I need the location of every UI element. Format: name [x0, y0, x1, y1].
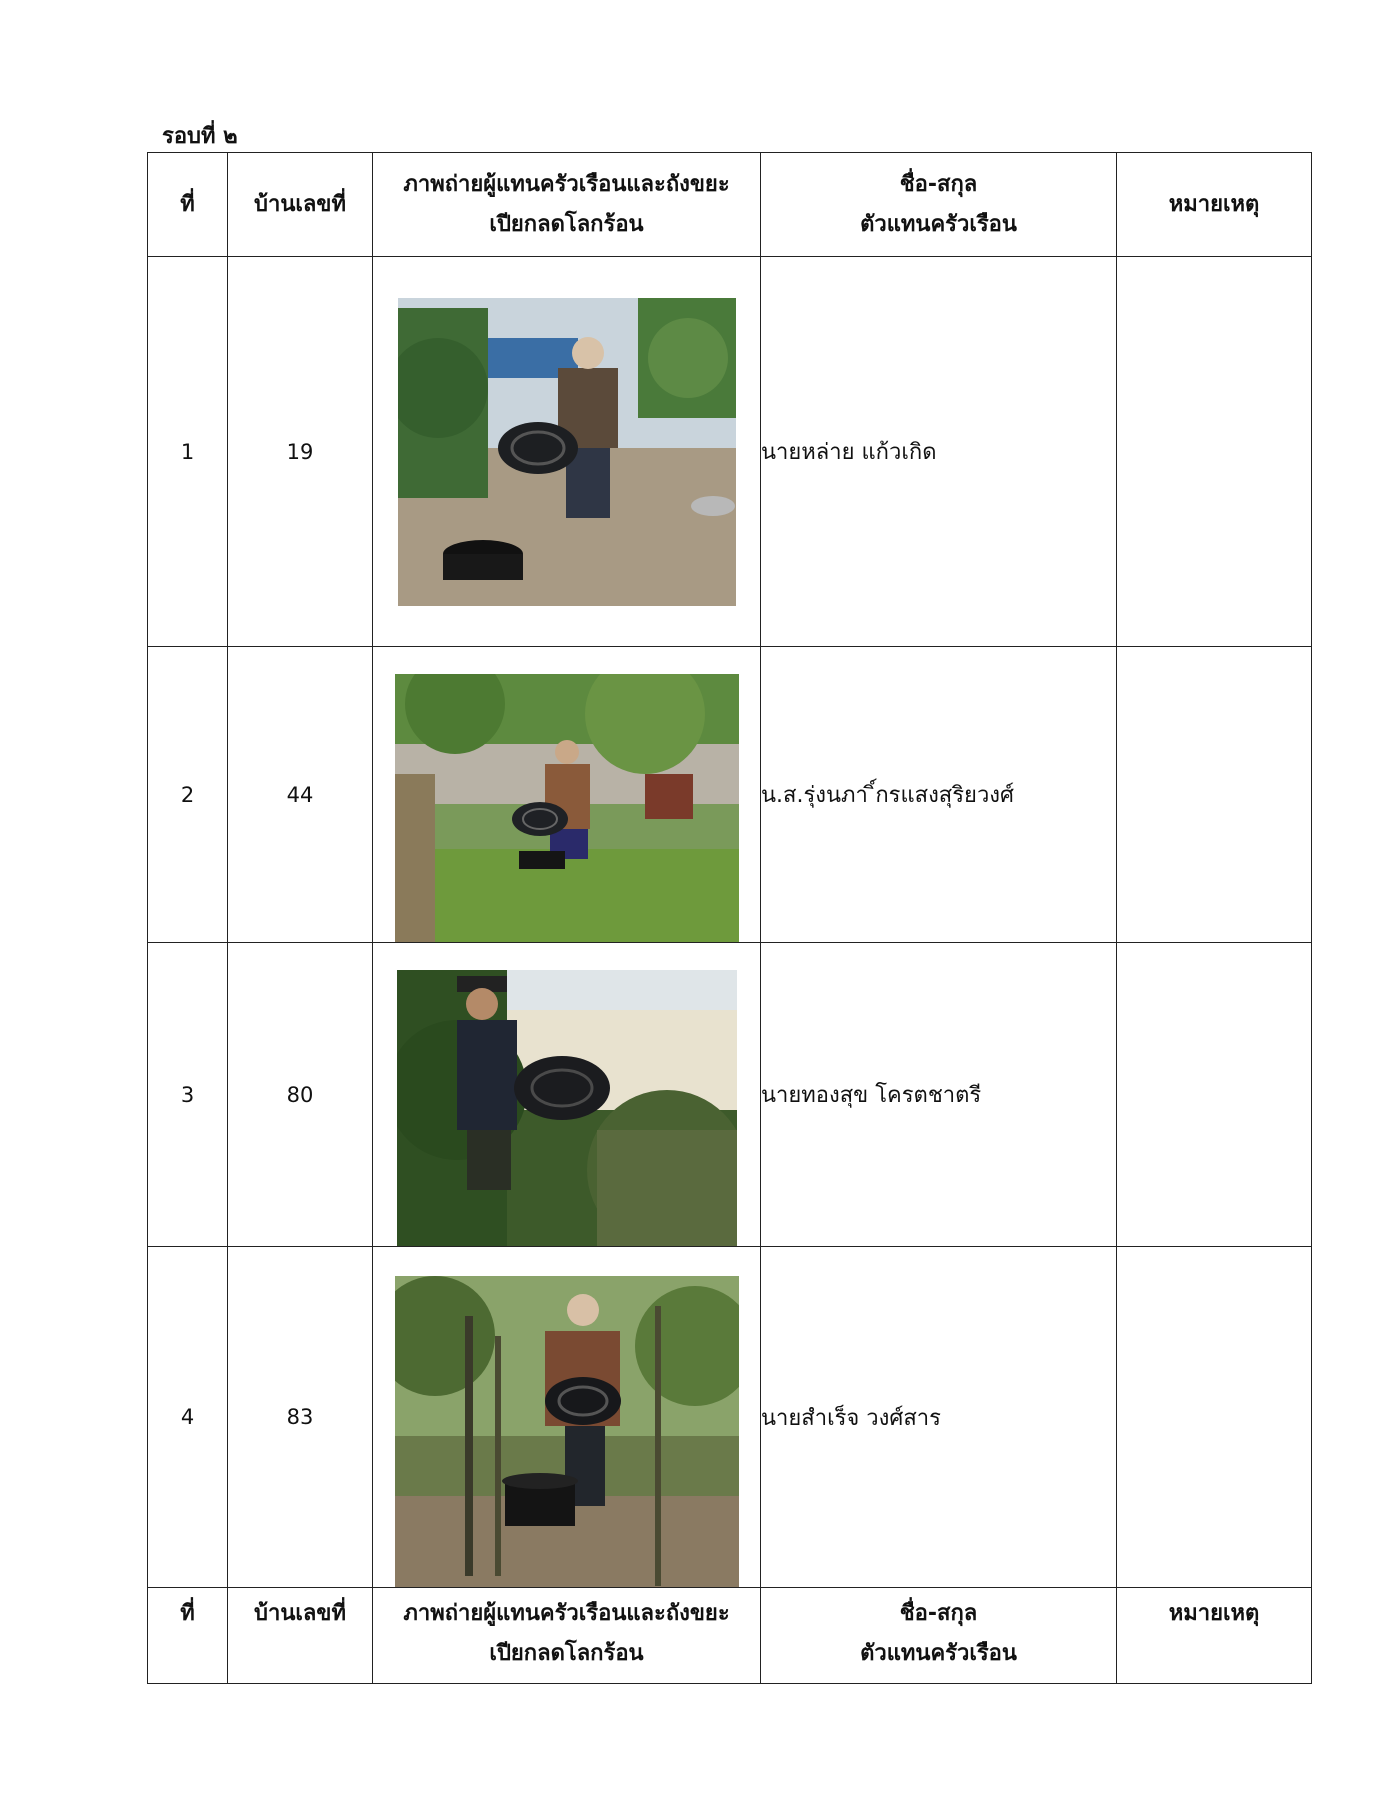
header-no: ที่ — [148, 153, 228, 257]
header-photo — [373, 1588, 761, 1684]
row-photo-cell — [373, 943, 761, 1247]
row-house-no: 44 — [228, 647, 373, 943]
row-no: 2 — [148, 647, 228, 943]
round-title: รอบที่ ๒ — [162, 124, 238, 149]
header-note: หมายเหตุ — [1117, 1588, 1312, 1684]
row-house-no: 83 — [228, 1247, 373, 1588]
row-note — [1117, 647, 1312, 943]
table-header-bottom — [148, 1588, 1312, 1684]
header-photo-line1: ภาพถ่ายผู้แทนครัวเรือนและถังขยะ — [403, 1601, 730, 1626]
header-photo — [373, 153, 761, 257]
row-note — [1117, 1247, 1312, 1588]
row-name: น.ส.รุ่งนภา ิ์กรแสงสุริยวงศ์ — [761, 647, 1117, 943]
row-note — [1117, 257, 1312, 647]
header-name — [761, 153, 1117, 257]
row-name: นายหล่าย แก้วเกิด — [761, 257, 1117, 647]
header-name-line1: ชื่อ-สกุล — [899, 1601, 978, 1626]
header-no: ที่ — [148, 1588, 228, 1684]
header-house-no: บ้านเลขที่ — [228, 153, 373, 257]
header-name-line2: ตัวแทนครัวเรือน — [860, 211, 1017, 237]
header-photo-line1: ภาพถ่ายผู้แทนครัวเรือนและถังขยะ — [403, 171, 730, 197]
household-photo — [395, 1276, 739, 1587]
header-name-line1: ชื่อ-สกุล — [899, 171, 978, 197]
row-note — [1117, 943, 1312, 1247]
table-row — [148, 943, 1312, 1247]
row-name: นายสำเร็จ วงศ์สาร — [761, 1247, 1117, 1588]
row-no: 1 — [148, 257, 228, 647]
row-house-no: 19 — [228, 257, 373, 647]
row-photo-cell — [373, 647, 761, 943]
household-photo — [395, 674, 739, 942]
row-name: นายทองสุข โครตชาตรี — [761, 943, 1117, 1247]
table-header-top — [148, 153, 1312, 257]
household-table — [147, 152, 1312, 1684]
header-name-line2: ตัวแทนครัวเรือน — [860, 1641, 1017, 1666]
row-house-no: 80 — [228, 943, 373, 1247]
table-row — [148, 1247, 1312, 1588]
header-name — [761, 1588, 1117, 1684]
household-photo — [398, 298, 736, 606]
header-photo-line2: เปียกลดโลกร้อน — [489, 1641, 644, 1666]
header-photo-line2: เปียกลดโลกร้อน — [489, 211, 644, 237]
header-note: หมายเหตุ — [1117, 153, 1312, 257]
table-row — [148, 257, 1312, 647]
table-row — [148, 647, 1312, 943]
row-no: 3 — [148, 943, 228, 1247]
household-photo — [397, 970, 737, 1246]
header-house-no: บ้านเลขที่ — [228, 1588, 373, 1684]
row-photo-cell — [373, 1247, 761, 1588]
row-no: 4 — [148, 1247, 228, 1588]
row-photo-cell — [373, 257, 761, 647]
